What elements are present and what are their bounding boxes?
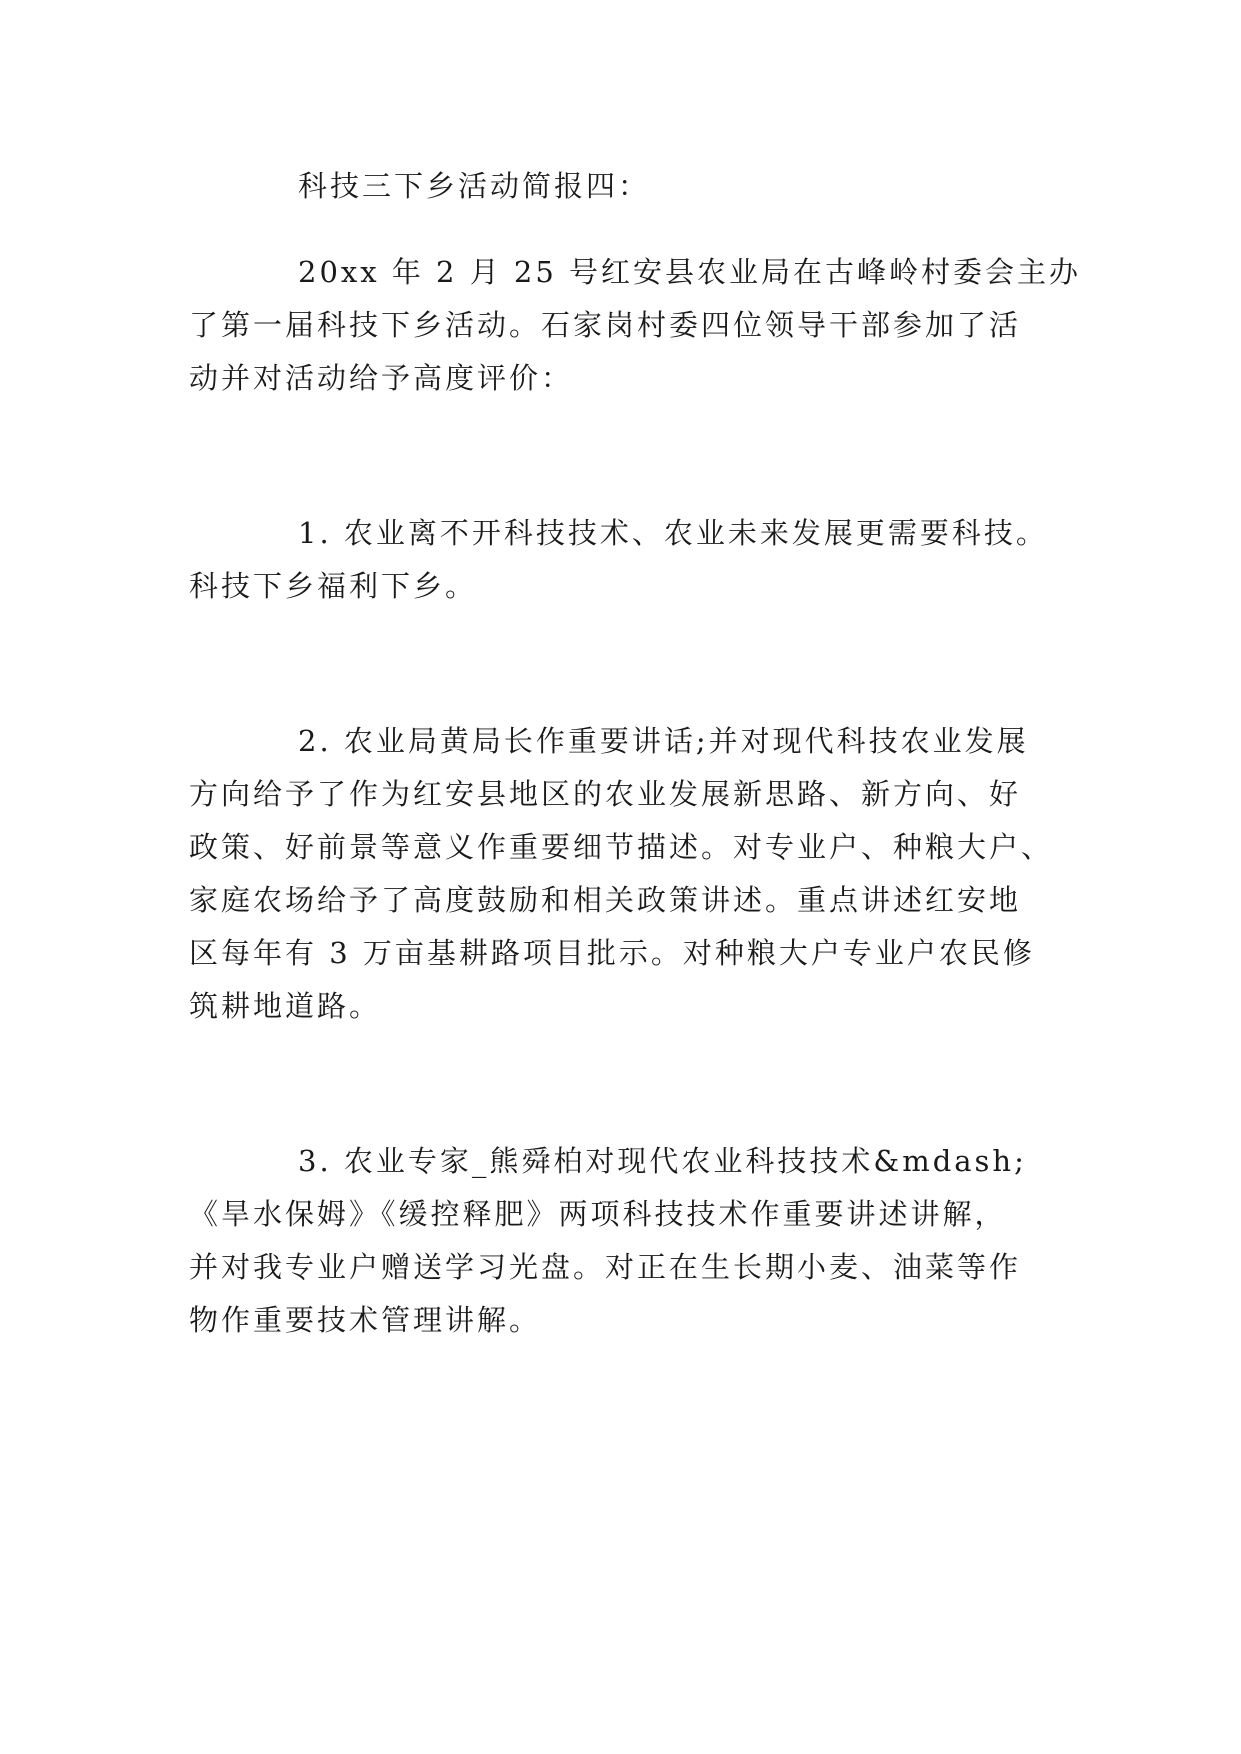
paragraph-line: 3. 农业专家_熊舜柏对现代农业科技技术&mdash;	[298, 1144, 1027, 1178]
paragraph-line: 2. 农业局黄局长作重要讲话;并对现代科技农业发展	[298, 724, 1029, 758]
paragraph-line: 科技下乡福利下乡。	[189, 569, 478, 603]
paragraph-line: 并对我专业户赠送学习光盘。对正在生长期小麦、油菜等作	[189, 1250, 1022, 1284]
paragraph-line: 物作重要技术管理讲解。	[189, 1303, 542, 1337]
paragraph-line: 20xx 年 2 月 25 号红安县农业局在古峰岭村委会主办	[298, 255, 1082, 289]
paragraph-line: 了第一届科技下乡活动。石家岗村委四位领导干部参加了活	[189, 308, 1022, 342]
paragraph-line: 筑耕地道路。	[189, 989, 382, 1023]
paragraph-line: 政策、好前景等意义作重要细节描述。对专业户、种粮大户、	[189, 830, 1054, 864]
paragraph-line: 区每年有 3 万亩基耕路项目批示。对种粮大户专业户农民修	[189, 936, 1035, 970]
paragraph-line: 动并对活动给予高度评价：	[189, 361, 574, 395]
paragraph-line: 方向给予了作为红安县地区的农业发展新思路、新方向、好	[189, 777, 1022, 811]
paragraph-line: 《旱水保姆》《缓控释肥》两项科技技术作重要讲述讲解，	[189, 1197, 1007, 1231]
paragraph-line: 1. 农业离不开科技技术、农业未来发展更需要科技。	[298, 516, 1048, 550]
document-title: 科技三下乡活动简报四：	[298, 169, 651, 203]
paragraph-line: 家庭农场给予了高度鼓励和相关政策讲述。重点讲述红安地	[189, 883, 1022, 917]
